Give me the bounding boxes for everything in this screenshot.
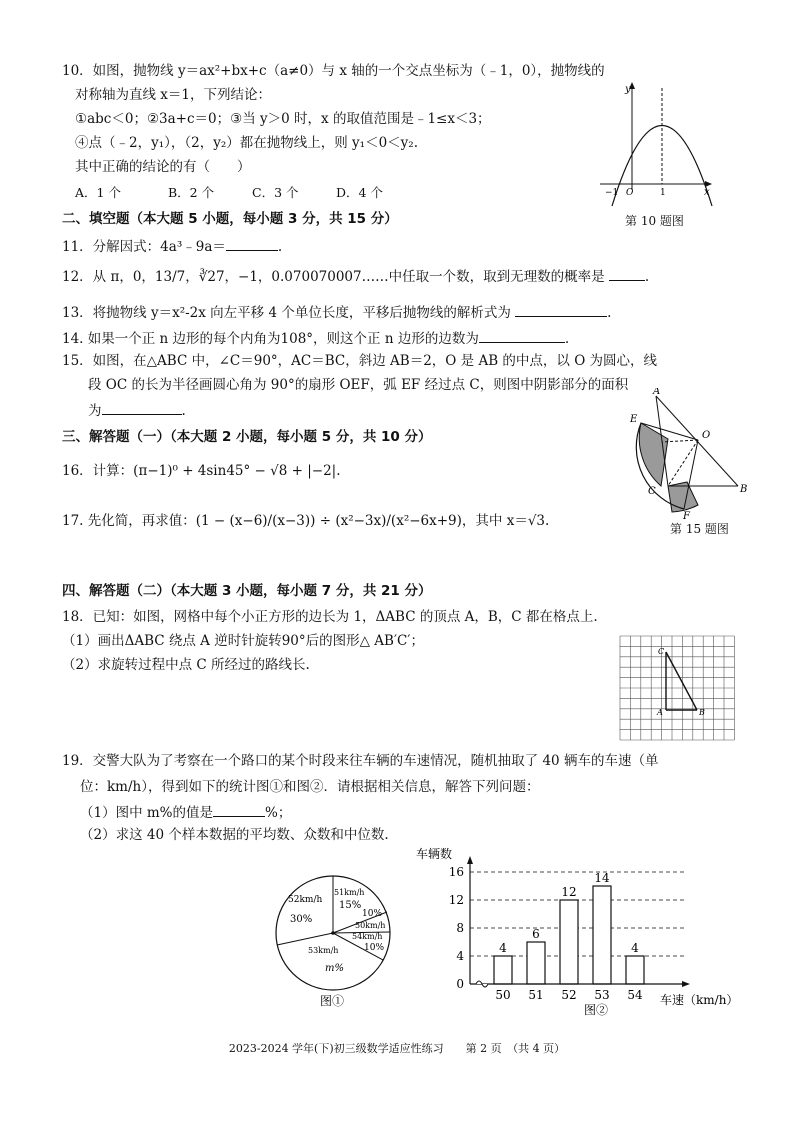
q11-line [62, 236, 282, 256]
q14-text: 14. 如果一个正 n 边形的每个内角为108°，则这个正 n 边形的边数为 [62, 331, 479, 347]
q18-line1: 18．已知：如图，网格中每个小正方形的边长为 1，ΔABC 的顶点 A，B，C 都在格点上. [62, 609, 598, 625]
q13-end: . [607, 305, 612, 321]
q15-label-a: A [653, 388, 661, 397]
q10-label-origin: O [626, 188, 634, 198]
bar-category-label: 53 [594, 988, 610, 1002]
q10-line1: 10．如图，抛物线 y＝ax²+bx+c（a≠0）与 x 轴的一个交点坐标为（﹣1，0），抛物线的 [62, 63, 605, 79]
q17-line: 17. 先化简，再求值：(1 − (x−6)/(x−3)) ÷ (x²−3x)/(x²−6x+9)，其中 x＝√3. [62, 513, 550, 529]
q15-label-f: F [683, 511, 690, 520]
page-footer: 2023-2024 学年(下)初三级数学适应性练习 第 2 页 （共 4 页） [228, 1042, 566, 1055]
pie-pct-54: 10% [364, 943, 385, 953]
pie-pct-53: m% [325, 963, 344, 974]
bar-value-label: 12 [561, 885, 577, 899]
bar-ytick-label: 16 [448, 865, 464, 879]
bar-category-label: 50 [495, 988, 511, 1002]
q15-line3 [88, 400, 186, 420]
q19-line3 [80, 802, 291, 822]
q10-option-d: D．4 个 [336, 185, 383, 200]
bar-category-label: 54 [627, 988, 643, 1002]
q10-caption: 第 10 题图 [625, 214, 684, 228]
pie-caption: 图① [320, 994, 345, 1008]
bar-ytick-labels [449, 865, 465, 991]
q10-option-b: B．2 个 [168, 185, 215, 200]
q18-line3: （2）求旋转过程中点 C 所经过的路线长. [62, 657, 310, 673]
q10-figure [592, 80, 722, 208]
bar-rect [593, 886, 611, 984]
q15-label-c: C [648, 486, 656, 497]
bar-rect [560, 900, 578, 984]
bar-axis-break [476, 981, 488, 987]
q15-figure [622, 388, 762, 520]
bar-x-arrow [682, 981, 690, 987]
bar-ytick-label: 4 [456, 949, 464, 963]
q15-label-o: O [702, 430, 711, 441]
q19-line2: 位：km/h），得到如下的统计图①和图②．请根据相关信息，解答下列问题： [80, 779, 540, 795]
q15-line2: 段 OC 的长为半径画圆心角为 90°的扇形 OEF，弧 EF 经过点 C，则图中阴影部分的面积 [88, 377, 629, 393]
q10-label-x: x [704, 187, 710, 198]
pie-pct-51: 15% [339, 900, 362, 911]
q13-line [62, 302, 611, 322]
bar-ytick-label: 12 [448, 893, 464, 907]
q10-option-a: A．1 个 [75, 185, 121, 200]
q18-side-cb [666, 652, 697, 710]
q18-label-a: A [657, 708, 663, 717]
bar-xlabel: 车速（km/h） [660, 993, 739, 1007]
bar-rect [626, 956, 644, 984]
q10-label-neg1: −1 [605, 188, 619, 198]
q19-pie-chart [270, 858, 410, 1008]
q19-pct-suffix: %； [265, 805, 292, 821]
q12-line [62, 266, 649, 286]
pie-label-53: 53km/h [308, 946, 339, 955]
q10-line2: 对称轴为直线 x＝1，下列结论： [75, 87, 271, 103]
pie-label-51: 51km/h [334, 888, 365, 897]
q10-option-c: C．3 个 [252, 185, 299, 200]
q10-label-one: 1 [660, 188, 666, 198]
q11-blank[interactable] [226, 236, 278, 251]
bar-ylabel: 车辆数 [416, 847, 453, 861]
pie-label-50: 50km/h [355, 921, 386, 930]
q18-line2: （1）画出ΔABC 绕点 A 逆时针旋转90°后的图形△ AB′C′； [62, 633, 424, 649]
q12-text: 12．从 π，0，13/7，∛27，−1，0.070070007……中任取一个数，取到无理数的概率是 [62, 269, 605, 285]
q15-caption: 第 15 题图 [670, 522, 729, 536]
bar-value-label: 4 [499, 941, 507, 955]
pie-pct-50: 10% [362, 909, 383, 919]
bar-ytick-label: 0 [456, 977, 464, 991]
q10-line4: ④点（﹣2，y₁），（2，y₂）都在抛物线上，则 y₁＜0＜y₂. [75, 135, 419, 151]
q14-end: . [564, 331, 570, 347]
bar-y-arrow [467, 856, 473, 864]
q12-end: . [644, 269, 650, 285]
pie-label-52: 52km/h [288, 895, 323, 905]
q15-line1: 15．如图，在△ABC 中，∠C＝90°，AC＝BC，斜边 AB＝2，O 是 AB 的中点，以 O 为圆心，线 [62, 353, 658, 369]
bar-value-label: 4 [631, 941, 639, 955]
q13-text: 13．将抛物线 y＝x²-2x 向左平移 4 个单位长度，平移后抛物线的解析式为 [62, 305, 511, 321]
pie-center-dot [331, 931, 335, 935]
q14-blank[interactable] [479, 328, 565, 343]
section-4-heading: 四、解答题（二）（本大题 3 小题，每小题 7 分，共 21 分） [62, 583, 432, 599]
q11-end: . [277, 239, 283, 255]
bar-value-label: 6 [532, 927, 540, 941]
bar-category-label: 51 [528, 988, 544, 1002]
q14-line [62, 328, 569, 348]
q18-label-b: B [699, 708, 705, 717]
bar-caption: 图② [584, 1003, 609, 1016]
bar-rect [527, 942, 545, 984]
q18-label-c: C [658, 647, 665, 656]
q13-blank[interactable] [515, 302, 607, 317]
q19-line1: 19．交警大队为了考察在一个路口的某个时段来往车辆的车速情况，随机抽取了 40 辆车的车速（单 [62, 753, 659, 769]
pie-divider-left [277, 933, 333, 945]
q18-grid-figure [612, 628, 742, 748]
q10-line5: 其中正确的结论的有（ ） [75, 159, 251, 175]
bar-value-label: 14 [594, 871, 610, 885]
q15-blank[interactable] [102, 400, 182, 415]
q19-m-blank[interactable] [213, 802, 265, 817]
q10-line3: ①abc＜0；②3a+c＝0；③当 y＞0 时，x 的取值范围是﹣1≤x＜3； [75, 111, 491, 127]
q18-grid-lines [620, 636, 734, 740]
q19-part1-text: （1）图中 m%的值是 [80, 805, 214, 821]
q12-blank[interactable] [609, 266, 645, 281]
pie-label-54: 54km/h [352, 932, 383, 941]
bar-category-label: 52 [561, 988, 577, 1002]
q15-end: . [181, 403, 186, 419]
bar-rect [494, 956, 512, 984]
section-3-heading: 三、解答题（一）（本大题 2 小题，每小题 5 分，共 10 分） [62, 429, 432, 445]
q11-text: 11．分解因式：4a³﹣9a＝ [62, 239, 226, 255]
q16-line: 16．计算：(π−1)⁰ + 4sin45° − √8 + |−2|. [62, 463, 341, 479]
q19-bar-chart [412, 844, 752, 1016]
q15-last: 为 [88, 403, 102, 419]
bar-series [494, 871, 644, 1002]
q19-line4: （2）求这 40 个样本数据的平均数、众数和中位数. [80, 827, 389, 843]
bar-ytick-label: 8 [456, 921, 464, 935]
q15-label-e: E [630, 414, 638, 425]
q15-label-b: B [740, 484, 748, 495]
q10-label-y: y [625, 84, 631, 95]
pie-pct-52: 30% [290, 914, 313, 925]
section-2-heading: 二、填空题（本大题 5 小题，每小题 3 分，共 15 分） [62, 211, 398, 227]
